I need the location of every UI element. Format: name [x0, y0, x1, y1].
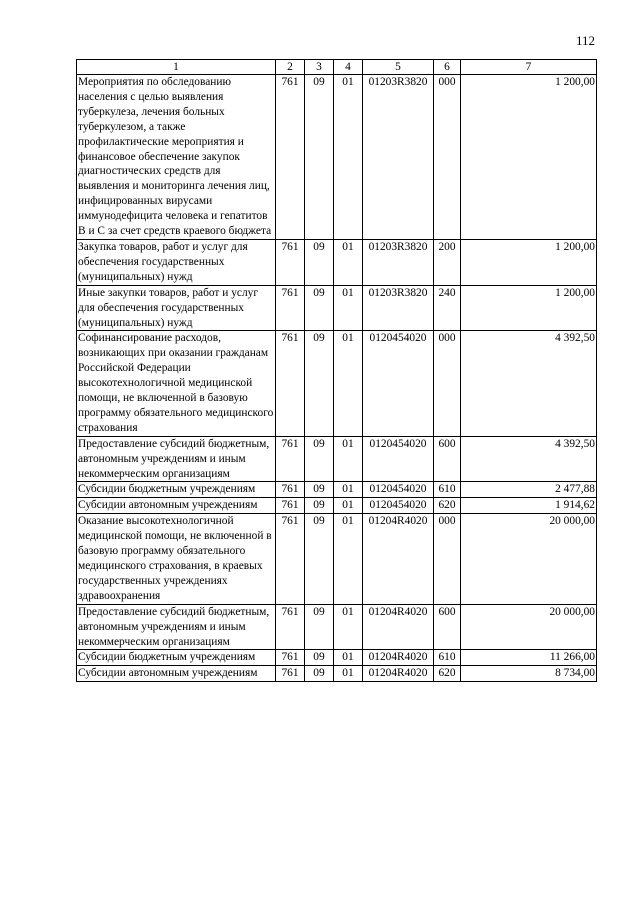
column-header: 7 — [461, 60, 597, 75]
subsection-code: 01 — [334, 75, 363, 240]
expense-type-code: 610 — [434, 650, 461, 666]
subsection-code: 01 — [334, 498, 363, 514]
target-article-code: 0120454020 — [363, 498, 434, 514]
expense-type-code: 610 — [434, 482, 461, 498]
row-description: Субсидии бюджетным учреждениям — [77, 650, 276, 666]
row-description: Иные закупки товаров, работ и услуг для обеспечения государственных (муниципальных) нужд — [77, 285, 276, 331]
table-row — [77, 514, 597, 604]
row-description: Субсидии автономным учреждениям — [77, 666, 276, 682]
expense-type-code: 200 — [434, 239, 461, 285]
subsection-code: 01 — [334, 650, 363, 666]
section-code: 09 — [305, 75, 334, 240]
target-article-code: 01204R4020 — [363, 514, 434, 604]
target-article-code: 01203R3820 — [363, 75, 434, 240]
expense-type-code: 600 — [434, 436, 461, 482]
subsection-code: 01 — [334, 482, 363, 498]
column-header: 3 — [305, 60, 334, 75]
header-row — [77, 60, 597, 75]
ministry-code: 761 — [276, 666, 305, 682]
target-article-code: 01203R3820 — [363, 285, 434, 331]
expense-type-code: 000 — [434, 514, 461, 604]
expense-type-code: 000 — [434, 331, 461, 436]
section-code: 09 — [305, 482, 334, 498]
subsection-code: 01 — [334, 285, 363, 331]
expense-type-code: 600 — [434, 604, 461, 650]
amount: 11 266,00 — [461, 650, 597, 666]
ministry-code: 761 — [276, 604, 305, 650]
subsection-code: 01 — [334, 604, 363, 650]
column-header: 6 — [434, 60, 461, 75]
row-description: Закупка товаров, работ и услуг для обеспечения государственных (муниципальных) нужд — [77, 239, 276, 285]
section-code: 09 — [305, 239, 334, 285]
table-row — [77, 239, 597, 285]
amount: 1 200,00 — [461, 75, 597, 240]
table-row — [77, 436, 597, 482]
section-code: 09 — [305, 498, 334, 514]
ministry-code: 761 — [276, 285, 305, 331]
section-code: 09 — [305, 604, 334, 650]
expense-type-code: 620 — [434, 498, 461, 514]
ministry-code: 761 — [276, 482, 305, 498]
target-article-code: 01204R4020 — [363, 666, 434, 682]
page-number: 112 — [575, 33, 595, 48]
subsection-code: 01 — [334, 239, 363, 285]
row-description: Субсидии автономным учреждениям — [77, 498, 276, 514]
amount: 20 000,00 — [461, 514, 597, 604]
table-row — [77, 498, 597, 514]
row-description: Софинансирование расходов, возникающих при оказании гражданам Российской Федерации высокотехнологичной медицинской помощи, не включенной в базовую программу обязательного медицинского страхования — [77, 331, 276, 436]
target-article-code: 01204R4020 — [363, 650, 434, 666]
expense-type-code: 620 — [434, 666, 461, 682]
expense-type-code: 240 — [434, 285, 461, 331]
row-description: Предоставление субсидий бюджетным, автономным учреждениям и иным некоммерческим организациям — [77, 604, 276, 650]
amount: 1 200,00 — [461, 239, 597, 285]
ministry-code: 761 — [276, 436, 305, 482]
ministry-code: 761 — [276, 331, 305, 436]
target-article-code: 0120454020 — [363, 331, 434, 436]
target-article-code: 0120454020 — [363, 436, 434, 482]
ministry-code: 761 — [276, 75, 305, 240]
column-header: 4 — [334, 60, 363, 75]
column-header: 1 — [77, 60, 276, 75]
amount: 2 477,88 — [461, 482, 597, 498]
section-code: 09 — [305, 285, 334, 331]
table-row — [77, 482, 597, 498]
row-description: Оказание высокотехнологичной медицинской помощи, не включенной в базовую программу обязательного медицинского страхования, в краевых государственных учреждениях здравоохранения — [77, 514, 276, 604]
subsection-code: 01 — [334, 666, 363, 682]
target-article-code: 01203R3820 — [363, 239, 434, 285]
table-row — [77, 604, 597, 650]
amount: 1 200,00 — [461, 285, 597, 331]
amount: 20 000,00 — [461, 604, 597, 650]
amount: 4 392,50 — [461, 436, 597, 482]
table-row — [77, 666, 597, 682]
ministry-code: 761 — [276, 239, 305, 285]
table-row — [77, 331, 597, 436]
ministry-code: 761 — [276, 514, 305, 604]
column-header: 2 — [276, 60, 305, 75]
table-row — [77, 650, 597, 666]
section-code: 09 — [305, 436, 334, 482]
row-description: Субсидии бюджетным учреждениям — [77, 482, 276, 498]
ministry-code: 761 — [276, 498, 305, 514]
section-code: 09 — [305, 666, 334, 682]
subsection-code: 01 — [334, 436, 363, 482]
section-code: 09 — [305, 650, 334, 666]
target-article-code: 01204R4020 — [363, 604, 434, 650]
row-description: Предоставление субсидий бюджетным, автономным учреждениям и иным некоммерческим организациям — [77, 436, 276, 482]
subsection-code: 01 — [334, 514, 363, 604]
amount: 1 914,62 — [461, 498, 597, 514]
target-article-code: 0120454020 — [363, 482, 434, 498]
table-row — [77, 285, 597, 331]
section-code: 09 — [305, 331, 334, 436]
expense-type-code: 000 — [434, 75, 461, 240]
table-row — [77, 75, 597, 240]
amount: 8 734,00 — [461, 666, 597, 682]
column-header: 5 — [363, 60, 434, 75]
ministry-code: 761 — [276, 650, 305, 666]
amount: 4 392,50 — [461, 331, 597, 436]
budget-table — [76, 59, 597, 682]
subsection-code: 01 — [334, 331, 363, 436]
section-code: 09 — [305, 514, 334, 604]
row-description: Мероприятия по обследованию населения с целью выявления туберкулеза, лечения больных туберкулезом, а также профилактические мероприятия и финансовое обеспечение закупок диагностических средств для выявления и мониторинга лечения лиц, инфицированных вирусами иммунодефицита человека и гепатитов B и C за счет средств краевого бюджета — [77, 75, 276, 240]
